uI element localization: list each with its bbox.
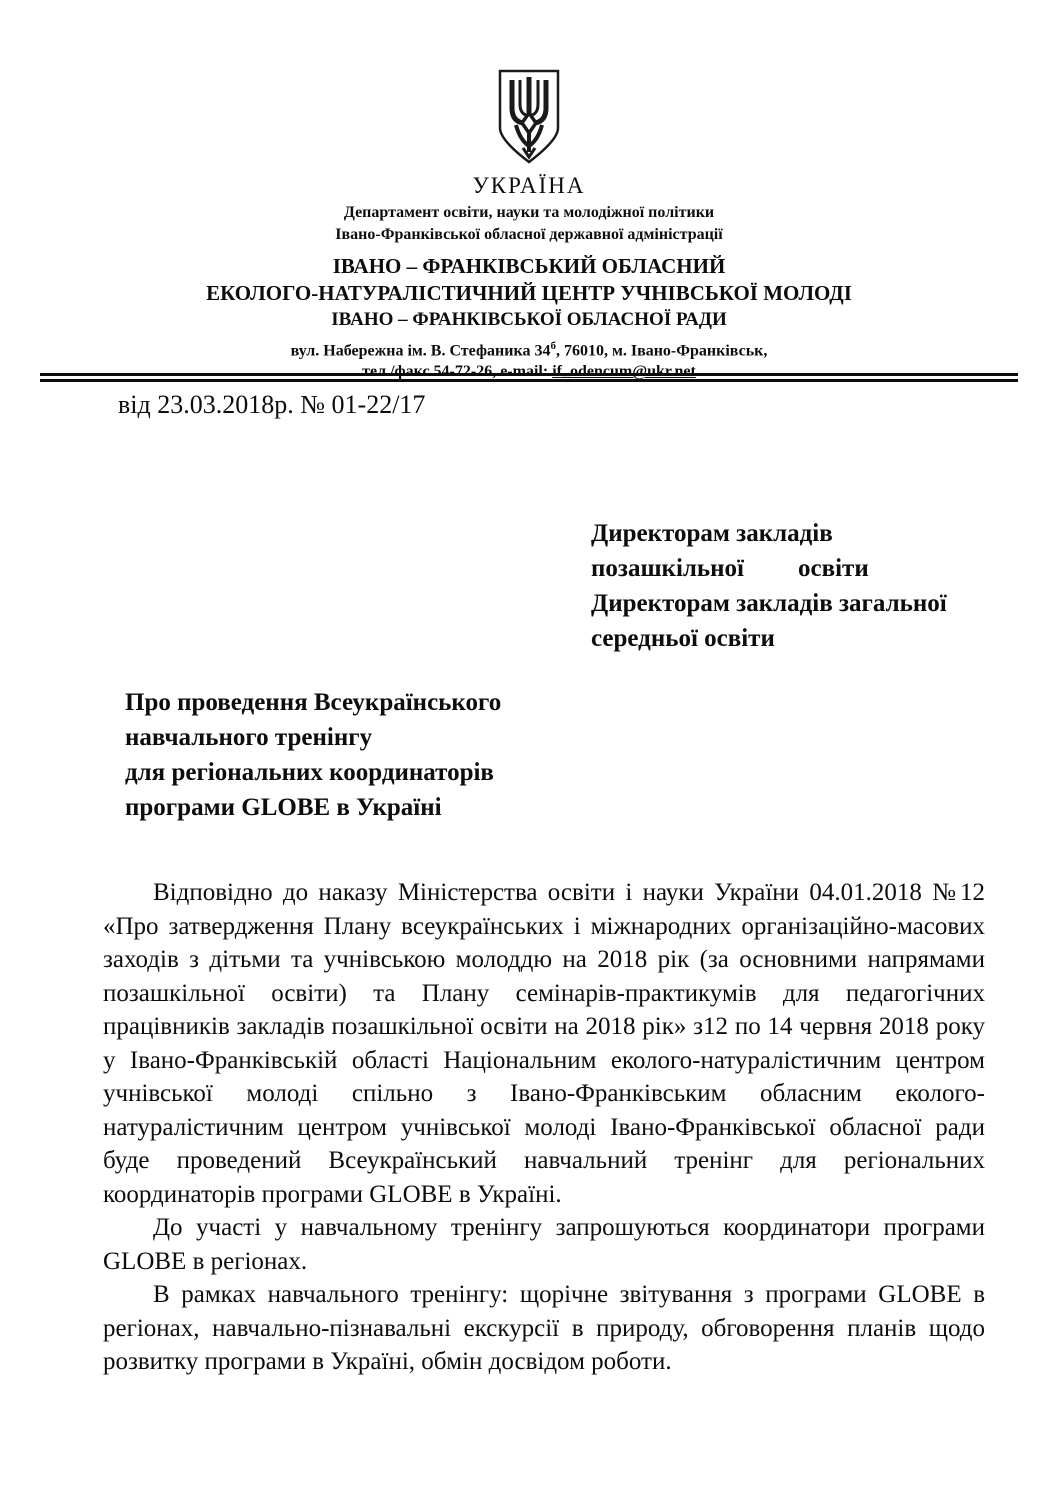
organization-line: ІВАНО – ФРАНКІВСЬКОЇ ОБЛАСНОЇ РАДИ bbox=[331, 309, 727, 330]
recipient-line: Директорам закладів загальної bbox=[591, 590, 947, 617]
subject-block bbox=[125, 685, 501, 825]
body-paragraph: До участі у навчальному тренінгу запрошуються координатори програми GLOBE в регіонах. bbox=[103, 1214, 985, 1275]
recipient-line bbox=[591, 551, 971, 586]
organization-name bbox=[0, 253, 1058, 332]
letterhead bbox=[0, 68, 1058, 382]
ukraine-trident-emblem bbox=[496, 68, 562, 166]
department-line: Івано-Франківської обласної державної адміністрації bbox=[335, 226, 723, 243]
department-line: Департамент освіти, науки та молодіжної політики bbox=[343, 204, 715, 221]
recipient-line: Директорам закладів bbox=[591, 520, 833, 547]
recipient-block bbox=[591, 516, 971, 656]
header-divider bbox=[40, 373, 1018, 382]
body-paragraph: Відповідно до наказу Міністерства освіти і науки України 04.01.2018 №12 «Про затвердження Плану всеукраїнських і міжнародних організаційно-масових заходів з дітьми та учнівською молоддю на 2018 рік (за основними напрямами позашкільної освіти) та Плану семінарів-практикумів для педагогічних працівників закладів позашкільної освіти на 2018 рік» з12 по 14 червня 2018 року у Івано-Франківській області Національним еколого-натуралістичним центром учнівської молоді спільно з Івано-Франківським обласним еколого-натуралістичним центром учнівської молоді Івано-Франківської обласної ради буде проведений Всеукраїнський навчальний тренінг для регіональних координаторів програми GLOBE в Україні. bbox=[103, 879, 985, 1208]
street-text: вул. Набережна ім. В. Стефаника 34 bbox=[290, 342, 551, 360]
street-text-tail: , 76010, м. Івано-Франківськ, bbox=[555, 342, 768, 360]
subject-line: програми GLOBE в Україні bbox=[125, 794, 442, 821]
country-title: УКРАЇНА bbox=[472, 173, 586, 198]
phone-text: тел./факс 54-72-26, e-mail: bbox=[362, 363, 553, 381]
recipient-line: середньої освіти bbox=[591, 625, 775, 652]
recipient-word: освіти bbox=[798, 555, 869, 582]
organization-line: ІВАНО – ФРАНКІВСЬКИЙ ОБЛАСНИЙ bbox=[332, 254, 726, 278]
department-block bbox=[0, 202, 1058, 246]
reference-number: від 23.03.2018р. № 01-22/17 bbox=[118, 390, 426, 419]
street-superscript: б bbox=[550, 340, 556, 352]
address-street bbox=[0, 336, 1058, 361]
subject-line: для регіональних координаторів bbox=[125, 759, 494, 786]
letter-body bbox=[103, 876, 985, 1379]
organization-line: ЕКОЛОГО-НАТУРАЛІСТИЧНИЙ ЦЕНТР УЧНІВСЬКОЇ МОЛОДІ bbox=[206, 281, 852, 305]
recipient-word: позашкільної bbox=[591, 555, 745, 582]
body-paragraph: В рамках навчального тренінгу: щорічне звітування з програми GLOBE в регіонах, навчально-пізнавальні екскурсії в природу, обговорення планів щодо розвитку програми в Україні, обмін досвідом роботи. bbox=[103, 1281, 985, 1375]
subject-line: Про проведення Всеукраїнського bbox=[125, 689, 502, 716]
email-link[interactable]: if_odencum@ukr.net bbox=[552, 363, 696, 381]
subject-line: навчального тренінгу bbox=[125, 724, 373, 751]
